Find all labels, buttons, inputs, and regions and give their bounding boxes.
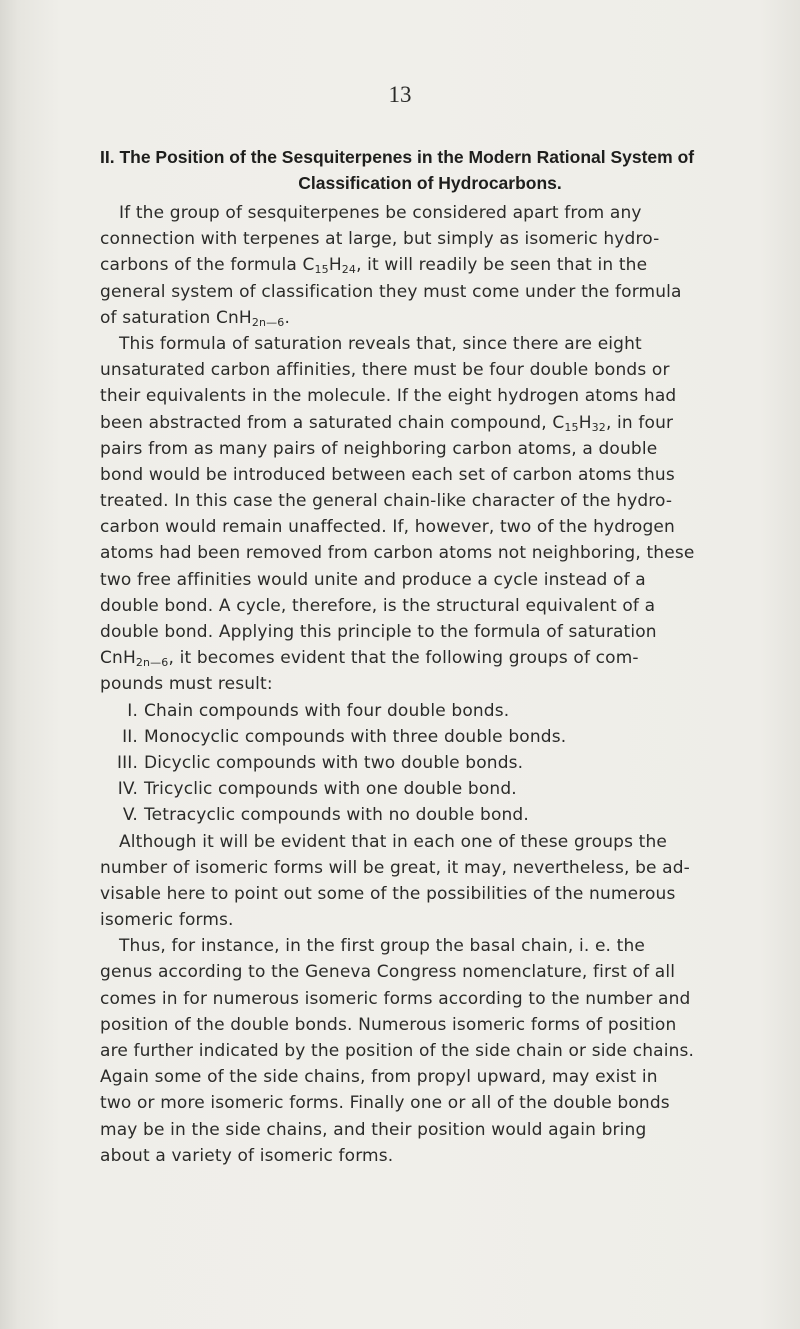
- text-fragment: carbons of the formula C: [100, 255, 315, 276]
- group-numeral: I.: [127, 700, 138, 721]
- group-text: Chain compounds with four double bonds.: [144, 700, 510, 721]
- formula-subscript: 15: [564, 420, 579, 434]
- formula-subscript: 32: [591, 420, 606, 434]
- paragraph-4-line: position of the double bonds. Numerous isomeric forms of position: [100, 1014, 677, 1035]
- paragraph-3-line: visable here to point out some of the possibilities of the numerous: [100, 883, 676, 904]
- paragraph-4-line: may be in the side chains, and their position would again bring: [100, 1119, 647, 1140]
- group-list-item: [100, 776, 766, 802]
- paragraph-2-line: their equivalents in the molecule. If the eight hydrogen atoms had: [100, 386, 677, 407]
- paragraph-4-line: genus according to the Geneva Congress nomenclature, first of all: [100, 962, 676, 983]
- body-text: [100, 200, 766, 1169]
- paragraph-1-line: If the group of sesquiterpenes be considered apart from any: [119, 203, 642, 223]
- paragraph-1-line: [100, 252, 766, 278]
- group-list-item: [100, 724, 766, 750]
- text-fragment: , it will readily be seen that in the: [356, 255, 648, 276]
- paragraph-4-line: Thus, for instance, in the first group the basal chain, i. e. the: [119, 936, 646, 957]
- paragraph-2-line: double bond. Applying this principle to the formula of saturation: [100, 622, 657, 642]
- paragraph-2-line: carbon would remain unaffected. If, however, two of the hydrogen: [100, 517, 675, 538]
- paragraph-3-line: number of isomeric forms will be great, it may, nevertheless, be ad-: [100, 857, 690, 878]
- paragraph-2-line: pairs from as many pairs of neighboring carbon atoms, a double: [100, 438, 658, 459]
- paragraph-2-line: unsaturated carbon affinities, there must be four double bonds or: [100, 360, 670, 381]
- text-fragment: H: [578, 412, 592, 433]
- group-numeral: III.: [116, 752, 138, 773]
- paragraph-4-line: about a variety of isomeric forms.: [100, 1145, 394, 1166]
- paragraph-3-line: Although it will be evident that in each one of these groups the: [119, 831, 668, 852]
- group-numeral: II.: [122, 726, 138, 747]
- paragraph-2-line: pounds must result:: [100, 674, 273, 695]
- text-fragment: .: [284, 307, 290, 328]
- group-text: Tricyclic compounds with one double bond.: [144, 779, 517, 800]
- paragraph-2-line: This formula of saturation reveals that, since there are eight: [119, 333, 642, 354]
- text-fragment: of saturation CnH: [100, 307, 252, 328]
- formula-subscript: 2n—6: [135, 656, 169, 670]
- group-text: Monocyclic compounds with three double bonds.: [144, 726, 567, 747]
- group-numeral: IV.: [117, 779, 138, 800]
- section-heading-line-2: Classification of Hydrocarbons.: [298, 173, 562, 193]
- paragraph-4-line: comes in for numerous isomeric forms according to the number and: [100, 988, 691, 1009]
- group-text: Dicyclic compounds with two double bonds.: [144, 752, 524, 773]
- text-fragment: , it becomes evident that the following groups of com-: [168, 648, 639, 669]
- text-fragment: CnH: [100, 648, 136, 669]
- formula-subscript: 2n—6: [251, 315, 285, 329]
- section-heading-line-1: II. The Position of the Sesquiterpenes in the Modern Rational System of: [100, 147, 695, 167]
- text-fragment: , in four: [605, 412, 674, 433]
- paragraph-2-line: treated. In this case the general chain-like character of the hydro-: [100, 491, 673, 512]
- paragraph-2-line: double bond. A cycle, therefore, is the structural equivalent of a: [100, 595, 656, 616]
- group-list-item: [100, 750, 766, 776]
- group-text: Tetracyclic compounds with no double bond.: [144, 805, 529, 826]
- paragraph-4-line: are further indicated by the position of the side chain or side chains.: [100, 1041, 695, 1061]
- paragraph-4-line: Again some of the side chains, from propyl upward, may exist in: [100, 1067, 658, 1088]
- paragraph-3-line: isomeric forms.: [100, 910, 234, 931]
- paragraph-2-line: atoms had been removed from carbon atoms not neighboring, these: [100, 543, 695, 564]
- group-list-item: [100, 802, 766, 828]
- paragraph-2-line: [100, 410, 766, 436]
- paragraph-4-line: two or more isomeric forms. Finally one or all of the double bonds: [100, 1093, 670, 1114]
- section-heading: [100, 144, 760, 196]
- paragraph-1-line: general system of classification they must come under the formula: [100, 281, 682, 302]
- paragraph-2-line: bond would be introduced between each set of carbon atoms thus: [100, 464, 675, 485]
- paragraph-2-line: two free affinities would unite and produce a cycle instead of a: [100, 569, 646, 590]
- formula-subscript: 15: [314, 263, 329, 277]
- text-fragment: been abstracted from a saturated chain compound, C: [100, 412, 565, 433]
- paragraph-1-line: connection with terpenes at large, but simply as isomeric hydro-: [100, 229, 660, 250]
- group-numeral: V.: [122, 805, 138, 826]
- page-number: 13: [388, 82, 412, 107]
- paragraph-2-line: [100, 645, 766, 671]
- formula-subscript: 24: [341, 263, 357, 277]
- paragraph-1-line: [100, 305, 766, 331]
- group-list-item: [100, 698, 766, 724]
- text-fragment: H: [328, 255, 342, 276]
